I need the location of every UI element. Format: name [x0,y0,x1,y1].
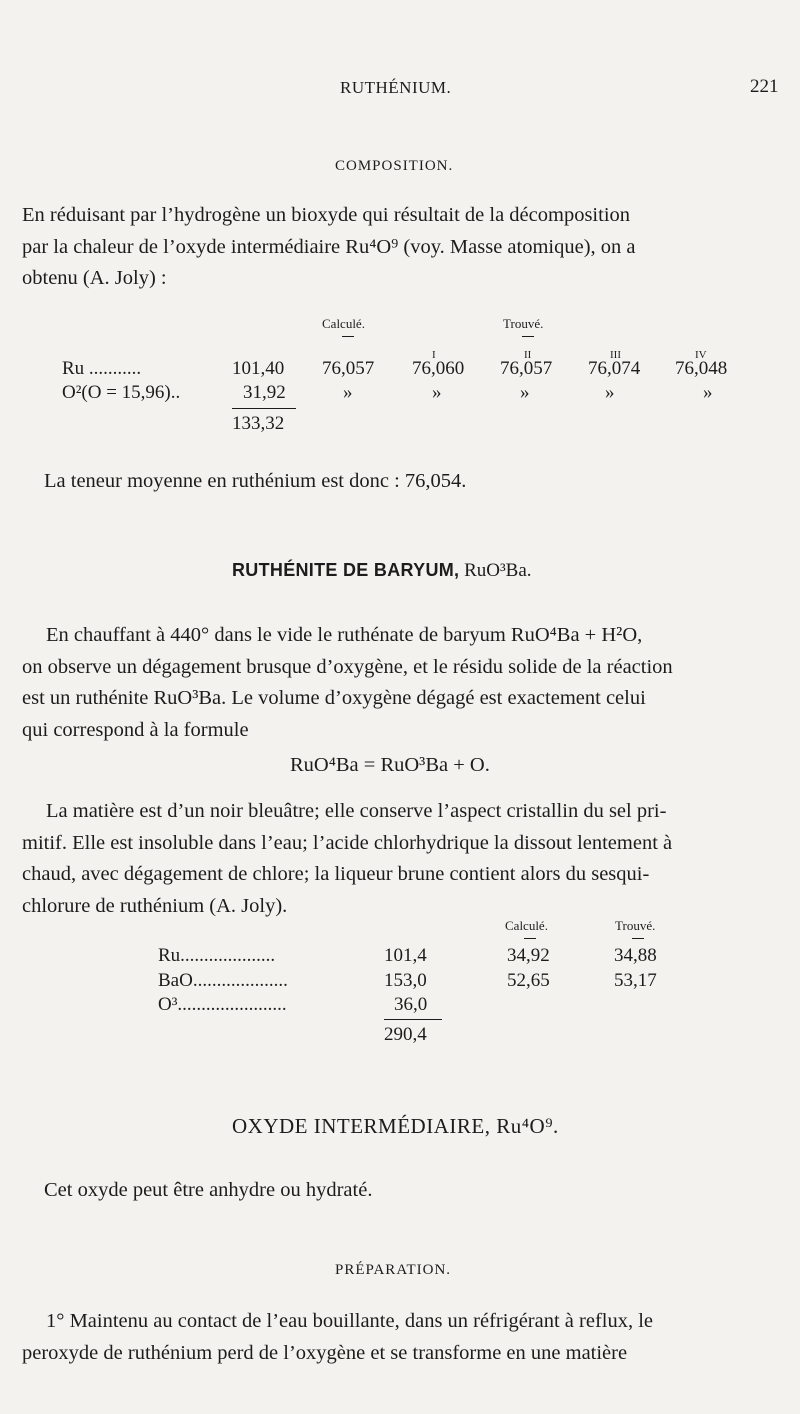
text-line: En chauffant à 440° dans le vide le ruthénate de baryum RuO⁴Ba + H²O, [46,624,643,646]
text-line: peroxyde de ruthénium perd de l’oxygène et se transforme en une matière [22,1341,628,1364]
composition-conclusion: La teneur moyenne en ruthénium est donc : 76,054. [44,470,467,492]
row-label: Ru ........... [62,358,142,379]
row-found: 53,17 [614,970,657,991]
row-found: » [432,382,442,403]
row-calc: 34,92 [507,945,550,966]
row-calc: » [343,382,353,403]
dash [524,938,536,939]
composition-paragraph [22,200,782,295]
page-number: 221 [750,76,779,97]
row-mass: 101,4 [384,945,427,966]
row-calc: 76,057 [322,358,375,379]
roman-numeral: III [610,349,621,361]
col-header-calcule: Calculé. [322,316,365,331]
sum-rule [232,408,296,409]
text-line: mitif. Elle est insoluble dans l’eau; l’acide chlorhydrique la dissout lentement à [22,831,673,854]
oxyde-text: Cet oxyde peut être anhydre ou hydraté. [44,1179,373,1201]
col-header-trouve: Trouvé. [615,918,656,933]
text-line: 1° Maintenu au contact de l’eau bouillante, dans un réfrigérant à reflux, le [46,1310,654,1332]
row-label: O³....................... [158,994,287,1015]
row-found: 76,074 [588,358,641,379]
row-found: 76,057 [500,358,553,379]
dash [632,938,644,939]
row-found: 76,060 [412,358,465,379]
composition-heading: COMPOSITION. [335,158,454,174]
ruthenite-paragraph-2 [22,796,782,922]
ruthenite-heading-formula: RuO³Ba. [464,560,532,581]
col-header-calcule: Calculé. [505,918,548,933]
roman-numeral: IV [695,349,707,361]
row-calc: 52,65 [507,970,550,991]
row-label: O²(O = 15,96).. [62,382,181,403]
row-total: 133,32 [232,413,285,434]
roman-numeral: II [524,349,532,361]
ruthenite-paragraph-1 [22,620,782,746]
bleed-through-text [40,80,45,102]
text-line: obtenu (A. Joly) : [22,267,167,289]
text-line: La matière est d’un noir bleuâtre; elle conserve l’aspect cristallin du sel pri- [46,800,667,822]
dash [342,336,354,337]
row-found: » [520,382,530,403]
row-mass: 153,0 [384,970,427,991]
text-line: chaud, avec dégagement de chlore; la liqueur brune contient alors du sesqui- [22,863,650,885]
row-label: Ru.................... [158,945,276,966]
col-header-trouve: Trouvé. [503,316,544,331]
text-line: par la chaleur de l’oxyde intermédiaire Ru⁴O⁹ (voy. Masse atomique), on a [22,235,636,258]
row-found: » [605,382,615,403]
row-mass: 31,92 [243,382,286,403]
oxyde-heading: OXYDE INTERMÉDIAIRE, Ru⁴O⁹. [232,1114,559,1138]
row-mass: 101,40 [232,358,285,379]
text-line: on observe un dégagement brusque d’oxygène, et le résidu solide de la réaction [22,655,673,678]
text-line: est un ruthénite RuO³Ba. Le volume d’oxygène dégagé est exactement celui [22,687,646,709]
dash [522,336,534,337]
running-title: RUTHÉNIUM. [340,78,452,97]
row-found: 76,048 [675,358,728,379]
preparation-heading: PRÉPARATION. [335,1262,452,1278]
row-total: 290,4 [384,1024,427,1045]
roman-numeral: I [432,349,436,361]
row-label: BaO.................... [158,970,288,991]
row-found: 34,88 [614,945,657,966]
text-line: qui correspond à la formule [22,718,249,741]
row-mass: 36,0 [394,994,428,1015]
row-found: » [703,382,713,403]
ruthenite-equation: RuO⁴Ba = RuO³Ba + O. [290,754,490,776]
sum-rule [384,1019,442,1020]
ruthenite-heading [232,560,532,582]
text-line: chlorure de ruthénium (A. Joly). [22,894,288,917]
preparation-paragraph [22,1306,782,1369]
text-line: En réduisant par l’hydrogène un bioxyde qui résultait de la décomposition [22,204,631,226]
ruthenite-heading-bold: RUTHÉNITE DE BARYUM, [232,560,460,580]
